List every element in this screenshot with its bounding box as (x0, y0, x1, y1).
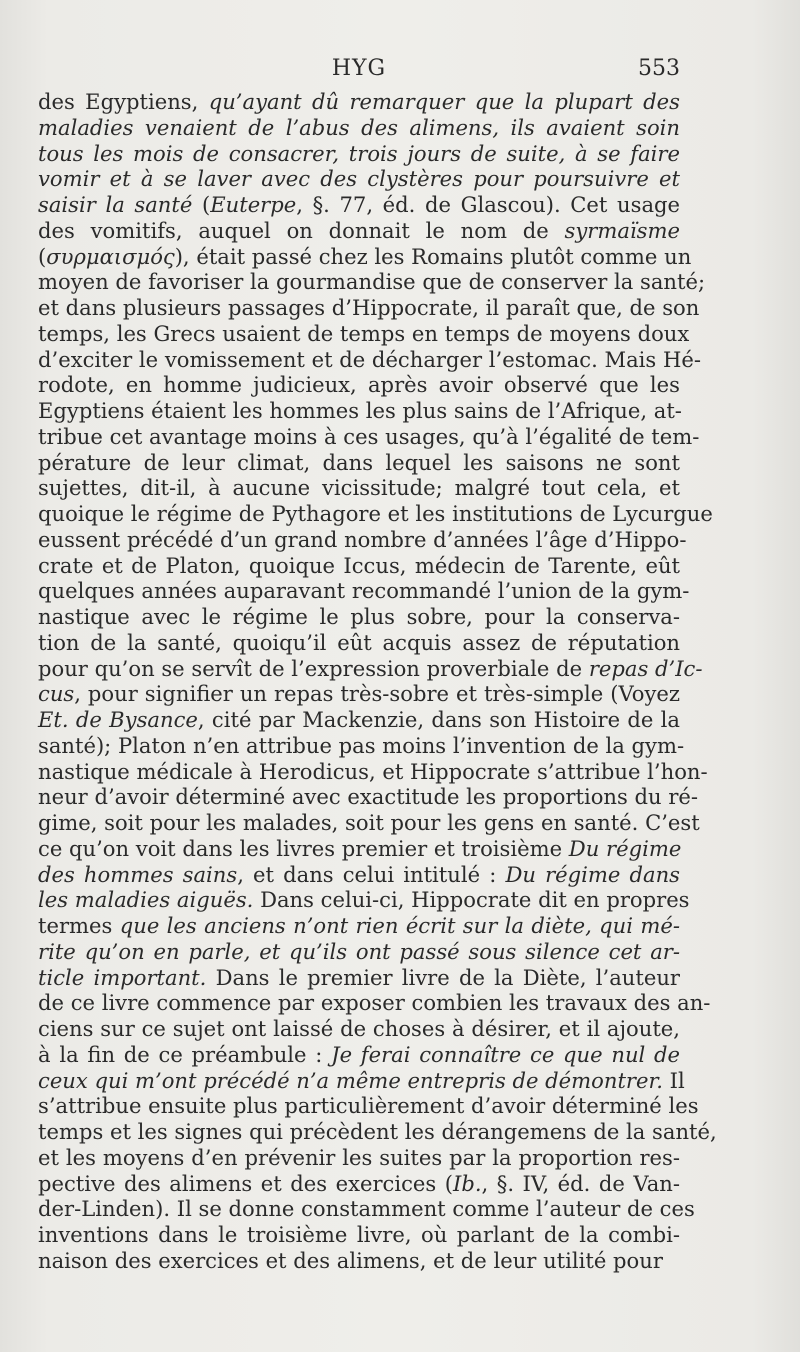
roman-text: gime, soit pour les malades, soit pour les gens en santé. C’est (38, 810, 700, 835)
text-line (38, 89, 680, 115)
roman-text: de ce livre commence par exposer combien les travaux des an- (38, 990, 711, 1016)
italic-text: rite qu’on en parle, et qu’ils ont passé sous silence cet ar- (38, 938, 680, 964)
text-line (38, 887, 690, 913)
roman-text: Dans celui-ci, Hippocrate dit en propres (253, 887, 690, 913)
roman-text: et dans plusieurs passages d’Hippocrate, il paraît que, de son (38, 295, 700, 320)
text-line (38, 1042, 680, 1068)
roman-text: d’exciter le vomissement et de décharger l’estomac. Mais Hé- (38, 346, 701, 372)
roman-text: tion de la santé, quoiqu’il eût acquis assez de réputation (38, 629, 680, 655)
text-line (38, 450, 680, 476)
italic-text: Du régime dans (505, 861, 680, 887)
roman-text: crate et de Platon, quoique Iccus, médecin de Tarente, eût (38, 552, 680, 578)
text-line (38, 1016, 680, 1042)
roman-text: , §. 77, éd. de Glascou). Cet usage (296, 192, 681, 217)
roman-text: ( (38, 243, 47, 269)
text-line (38, 115, 680, 141)
italic-text: qu’ayant dû remarquer que la plupart des (208, 89, 680, 114)
roman-text: des Egyptiens, (38, 89, 209, 114)
italic-text: syrmaïsme (564, 217, 680, 243)
roman-text: tribue cet avantage moins à ces usages, qu’à l’égalité de tem- (38, 423, 700, 449)
text-line (38, 965, 680, 991)
italic-text: maladies venaient de l’abus des alimens, ils avaient soin (38, 114, 680, 140)
body-text (38, 89, 717, 1274)
text-line (38, 166, 680, 192)
text-line (38, 1196, 695, 1222)
roman-text: pérature de leur climat, dans lequel les saisons ne sont (38, 449, 680, 475)
roman-text: Egyptiens étaient les hommes les plus sains de l’Afrique, at- (38, 398, 682, 423)
roman-text: , §. IV, éd. de Van- (481, 1170, 680, 1196)
roman-text: der-Linden). Il se donne constamment comme l’auteur de ces (38, 1196, 695, 1222)
text-line (38, 1171, 680, 1197)
text-line (38, 295, 700, 321)
roman-text: rodote, en homme judicieux, après avoir observé que les (38, 372, 680, 398)
text-line (38, 1067, 685, 1094)
text-line (38, 630, 680, 656)
italic-text: vomir et à se laver avec des clystères pour poursuivre et (38, 166, 680, 192)
text-line (38, 1222, 680, 1248)
italic-text: Ib. (453, 1170, 482, 1196)
roman-text: pour qu’on se servît de l’expression proverbiale de (38, 655, 589, 681)
text-line (38, 501, 713, 527)
roman-text: à la fin de ce préambule : (38, 1041, 332, 1067)
text-line (38, 192, 680, 218)
roman-text: ( (192, 192, 211, 217)
roman-text: moyen de favoriser la gourmandise que de conserver la santé; (38, 269, 706, 295)
italic-text: συρμαισμός (46, 243, 175, 269)
roman-text: temps et les signes qui précèdent les dérangemens de la santé, (38, 1119, 717, 1144)
italic-text: Du régime (568, 835, 682, 861)
roman-text: ciens sur ce sujet ont laissé de choses à désirer, et il ajoute, (38, 1016, 680, 1041)
text-line (38, 372, 680, 398)
italic-text: ceux qui m’ont précédé n’a même entrepris de démontrer. (38, 1067, 663, 1093)
italic-text: repas d’Ic- (588, 655, 703, 681)
text-line (38, 578, 690, 604)
text-line (38, 655, 703, 682)
roman-text: , cité par Mackenzie, dans son Histoire de la (197, 707, 680, 732)
roman-text: quelques années auparavant recommandé l’union de la gym- (38, 578, 690, 604)
roman-text: termes (38, 913, 120, 938)
text-line (38, 784, 699, 810)
text-line (38, 243, 692, 270)
text-line (38, 1248, 680, 1274)
roman-text: quoique le régime de Pythagore et les institutions de Lycurgue (38, 501, 713, 526)
roman-text: Dans le premier livre de la Diète, l’auteur (206, 964, 680, 990)
text-line (38, 836, 680, 862)
roman-text: eussent précédé d’un grand nombre d’années l’âge d’Hippo- (38, 526, 687, 552)
roman-text: des vomitifs, auquel on donnait le nom de (38, 217, 565, 243)
roman-text: , pour signifier un repas très-sobre et très-simple (Voyez (74, 681, 680, 707)
text-line (38, 475, 680, 501)
running-head (38, 56, 680, 86)
text-line (38, 913, 680, 939)
roman-text: neur d’avoir déterminé avec exactitude les proportions du ré- (38, 784, 699, 810)
roman-text: et les moyens d’en prévenir les suites par la proportion res- (38, 1144, 680, 1170)
text-line (38, 707, 680, 733)
page-number: 553 (638, 56, 680, 81)
text-line (38, 269, 706, 295)
text-line (38, 604, 680, 630)
roman-text: s’attribue ensuite plus particulièrement d’avoir déterminé les (38, 1093, 699, 1119)
italic-text: que les anciens n’ont rien écrit sur la diète, qui mé- (119, 913, 680, 938)
italic-text: cus (38, 681, 75, 707)
text-line (38, 1093, 699, 1119)
roman-text: inventions dans le troisième livre, où parlant de la combi- (38, 1222, 680, 1247)
text-line (38, 810, 700, 836)
text-line (38, 1145, 680, 1171)
roman-text: nastique avec le régime le plus sobre, pour la conserva- (38, 604, 680, 629)
text-line (38, 320, 690, 347)
text-line (38, 862, 680, 888)
roman-text: ce qu’on voit dans les livres premier et troisième (38, 835, 569, 861)
italic-text: des hommes sains (38, 861, 238, 887)
text-line (38, 681, 680, 707)
text-line (38, 141, 680, 167)
text-line (38, 1119, 717, 1145)
italic-text: tous les mois de consacrer, trois jours de suite, à se faire (38, 140, 680, 166)
text-line (38, 218, 680, 244)
roman-text: , et dans celui intitulé : (237, 861, 506, 887)
roman-text: sujettes, dit-il, à aucune vicissitude; malgré tout cela, et (38, 475, 680, 501)
italic-text: Et. de Bysance (38, 707, 198, 732)
text-line (38, 398, 680, 424)
text-line (38, 758, 708, 785)
roman-text: naison des exercices et des alimens, et de leur utilité pour (38, 1247, 663, 1273)
roman-text: pective des alimens et des exercices ( (38, 1170, 453, 1196)
text-line (38, 423, 700, 450)
roman-text: ), était passé chez les Romains plutôt comme un (174, 243, 692, 269)
roman-text: temps, les Grecs usaient de temps en temps de moyens doux (38, 320, 690, 346)
text-line (38, 553, 680, 579)
roman-text: nastique médicale à Herodicus, et Hippocrate s’attribue l’hon- (38, 758, 708, 784)
text-line (38, 990, 711, 1016)
text-line (38, 732, 685, 759)
italic-text: saisir la santé (38, 192, 193, 217)
text-line (38, 526, 687, 553)
italic-text: ticle important. (38, 964, 207, 990)
roman-text: santé); Platon n’en attribue pas moins l’invention de la gym- (38, 732, 685, 758)
italic-text: les maladies aiguës. (38, 887, 254, 913)
roman-text: Il (662, 1067, 685, 1093)
text-line (38, 939, 680, 965)
italic-text: Je ferai connaître ce que nul de (331, 1041, 681, 1067)
text-line (38, 346, 701, 373)
running-title: HYG (331, 56, 387, 81)
italic-text: Euterpe (210, 192, 297, 217)
